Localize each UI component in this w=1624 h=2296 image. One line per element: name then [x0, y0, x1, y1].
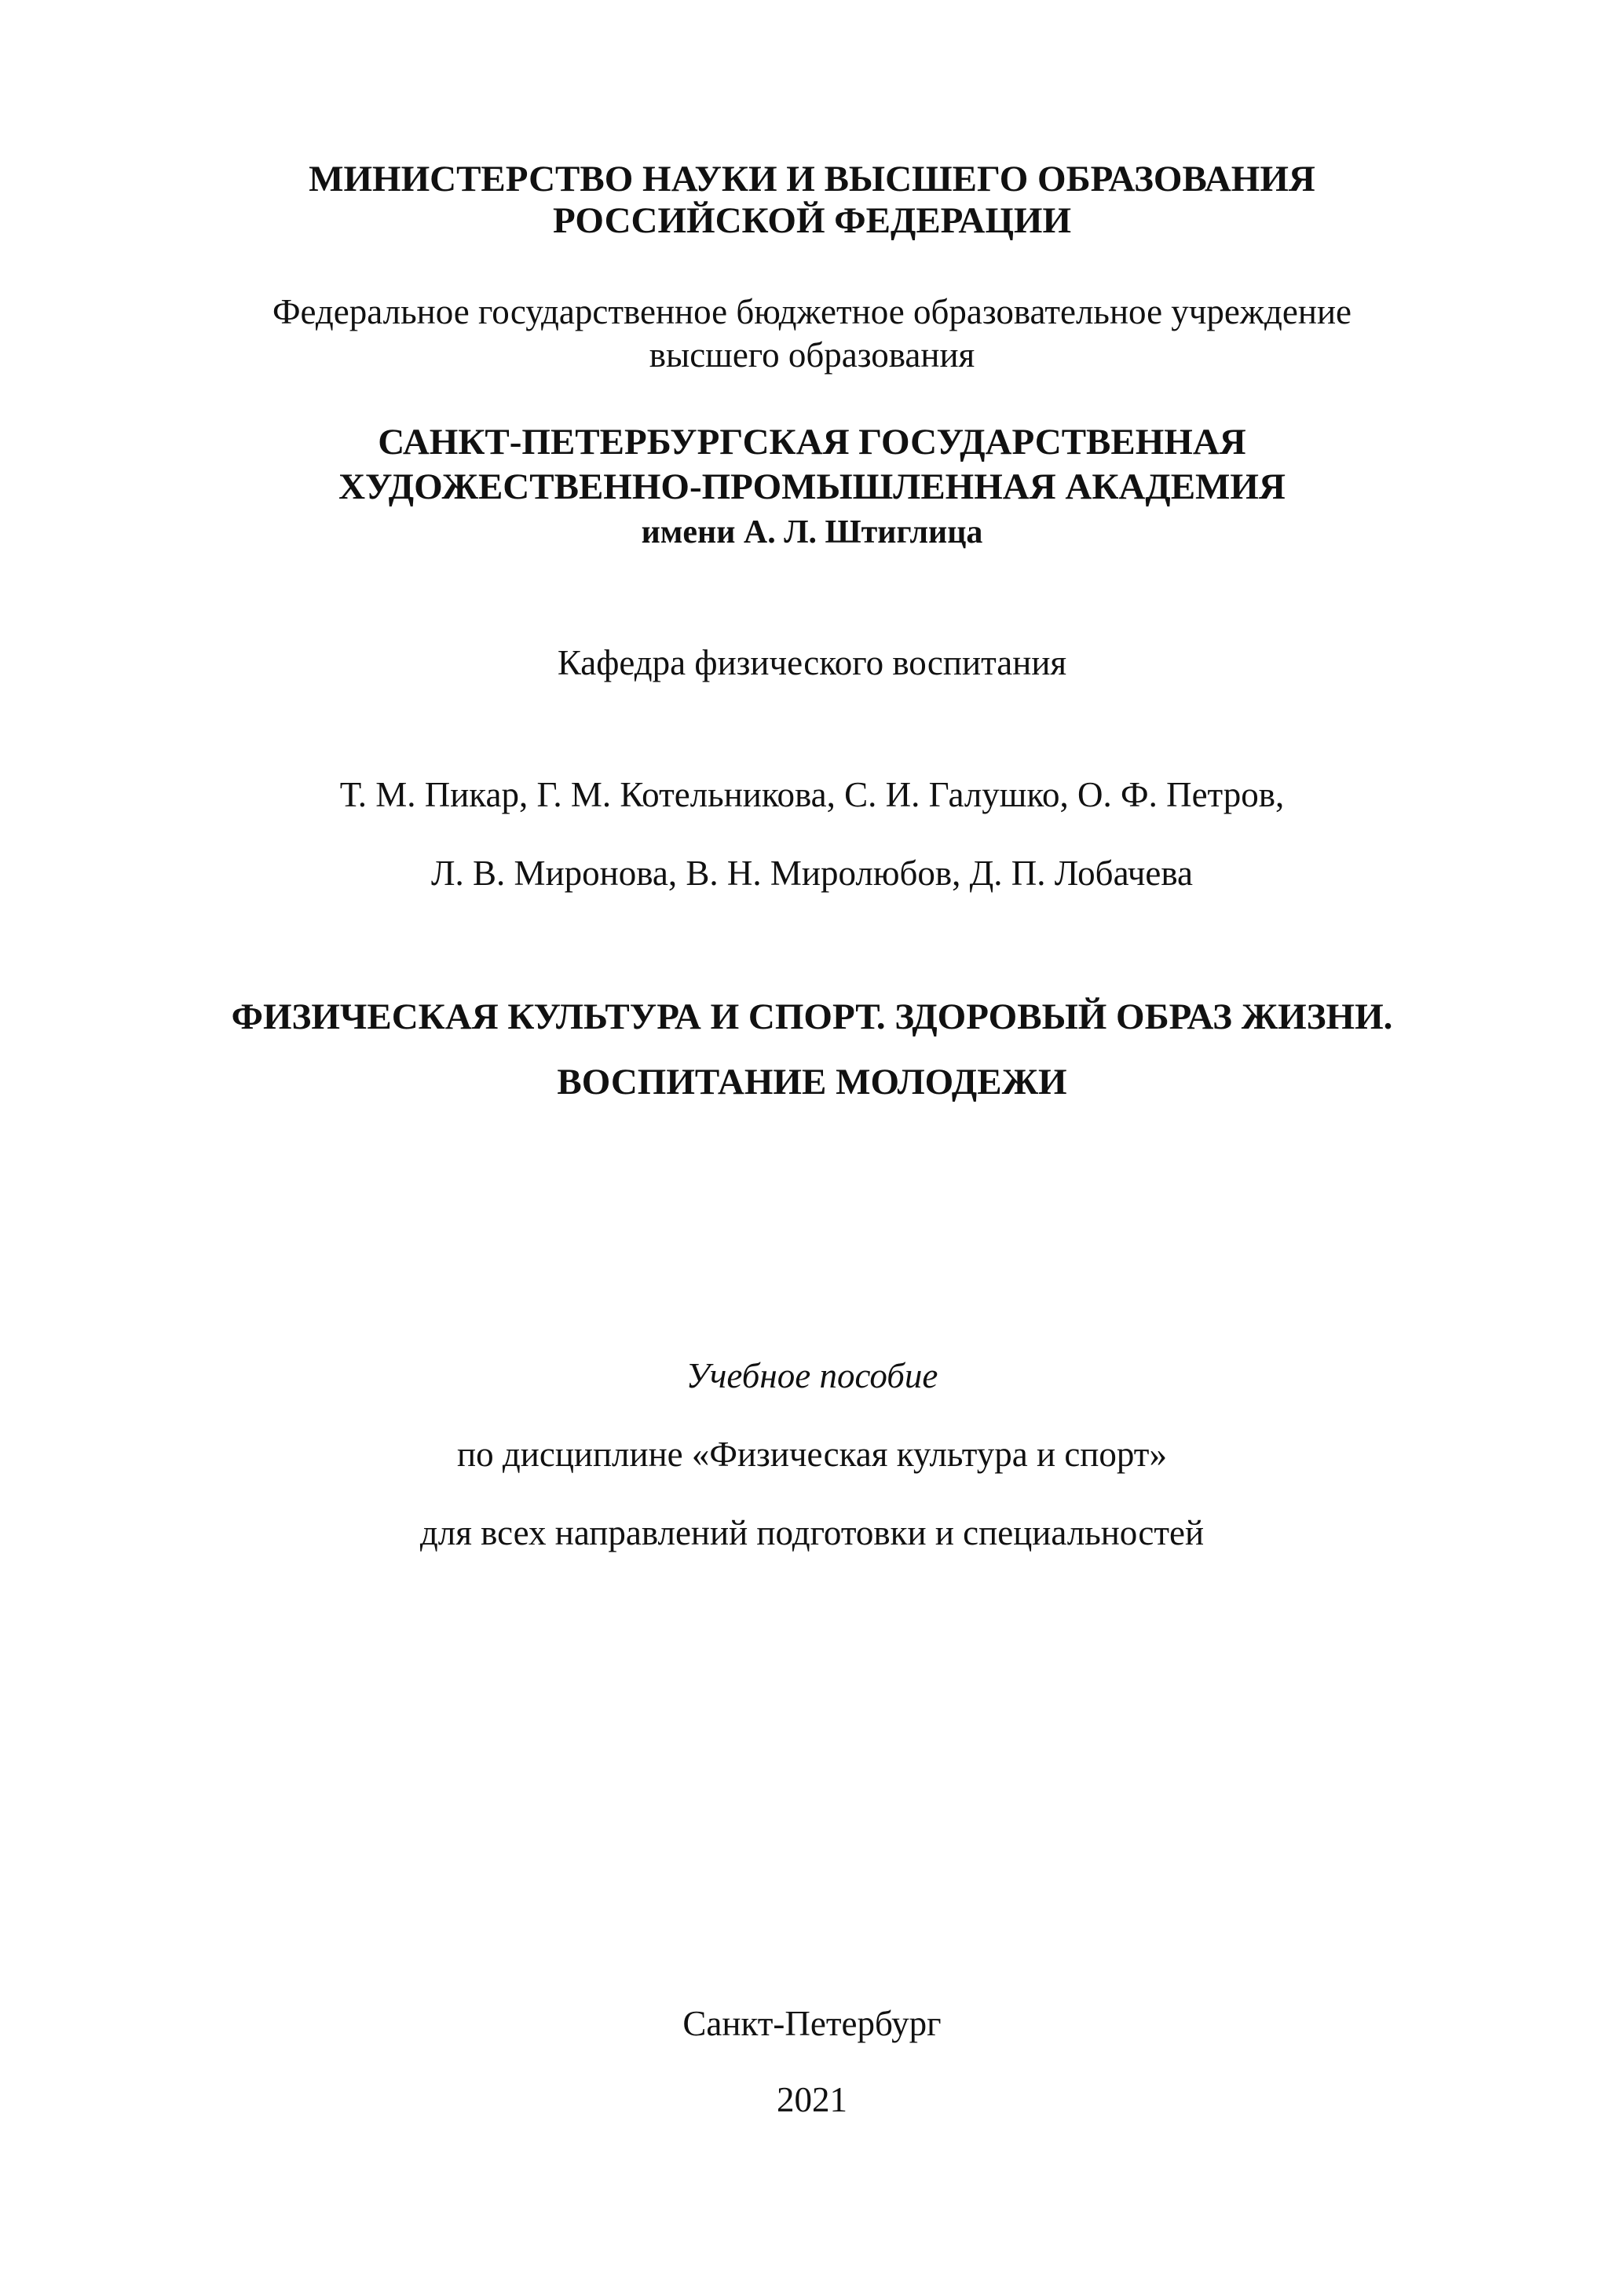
academy-name-line: имени А. Л. Штиглица	[641, 514, 983, 550]
book-title-line-2: ВОСПИТАНИЕ МОЛОДЕЖИ	[557, 1062, 1067, 1102]
authors-line-1: Т. М. Пикар, Г. М. Котельникова, С. И. Галушко, О. Ф. Петров,	[339, 775, 1285, 814]
department: Кафедра физического воспитания	[557, 643, 1067, 682]
audience-line: для всех направлений подготовки и специальностей	[419, 1513, 1205, 1552]
institution-type-line-2: высшего образования	[649, 335, 975, 375]
authors-line-2: Л. В. Миронова, В. Н. Миролюбов, Д. П. Лобачева	[431, 854, 1193, 893]
publication-type: Учебное пособие	[686, 1356, 938, 1395]
imprint-year: 2021	[777, 2080, 847, 2119]
institution-type-line-1: Федеральное государственное бюджетное образовательное учреждение	[272, 292, 1352, 331]
ministry-line-2: РОССИЙСКОЙ ФЕДЕРАЦИИ	[553, 200, 1071, 241]
book-title-line-1: ФИЗИЧЕСКАЯ КУЛЬТУРА И СПОРТ. ЗДОРОВЫЙ ОБРАЗ ЖИЗНИ.	[231, 996, 1393, 1037]
ministry-line-1: МИНИСТЕРСТВО НАУКИ И ВЫСШЕГО ОБРАЗОВАНИЯ	[309, 159, 1315, 199]
discipline-line: по дисциплине «Физическая культура и спорт»	[457, 1435, 1167, 1474]
academy-line-2: ХУДОЖЕСТВЕННО-ПРОМЫШЛЕННАЯ АКАДЕМИЯ	[338, 466, 1286, 507]
academy-line-1: САНКТ-ПЕТЕРБУРГСКАЯ ГОСУДАРСТВЕННАЯ	[378, 422, 1246, 462]
imprint-city: Санкт-Петербург	[682, 2004, 942, 2043]
